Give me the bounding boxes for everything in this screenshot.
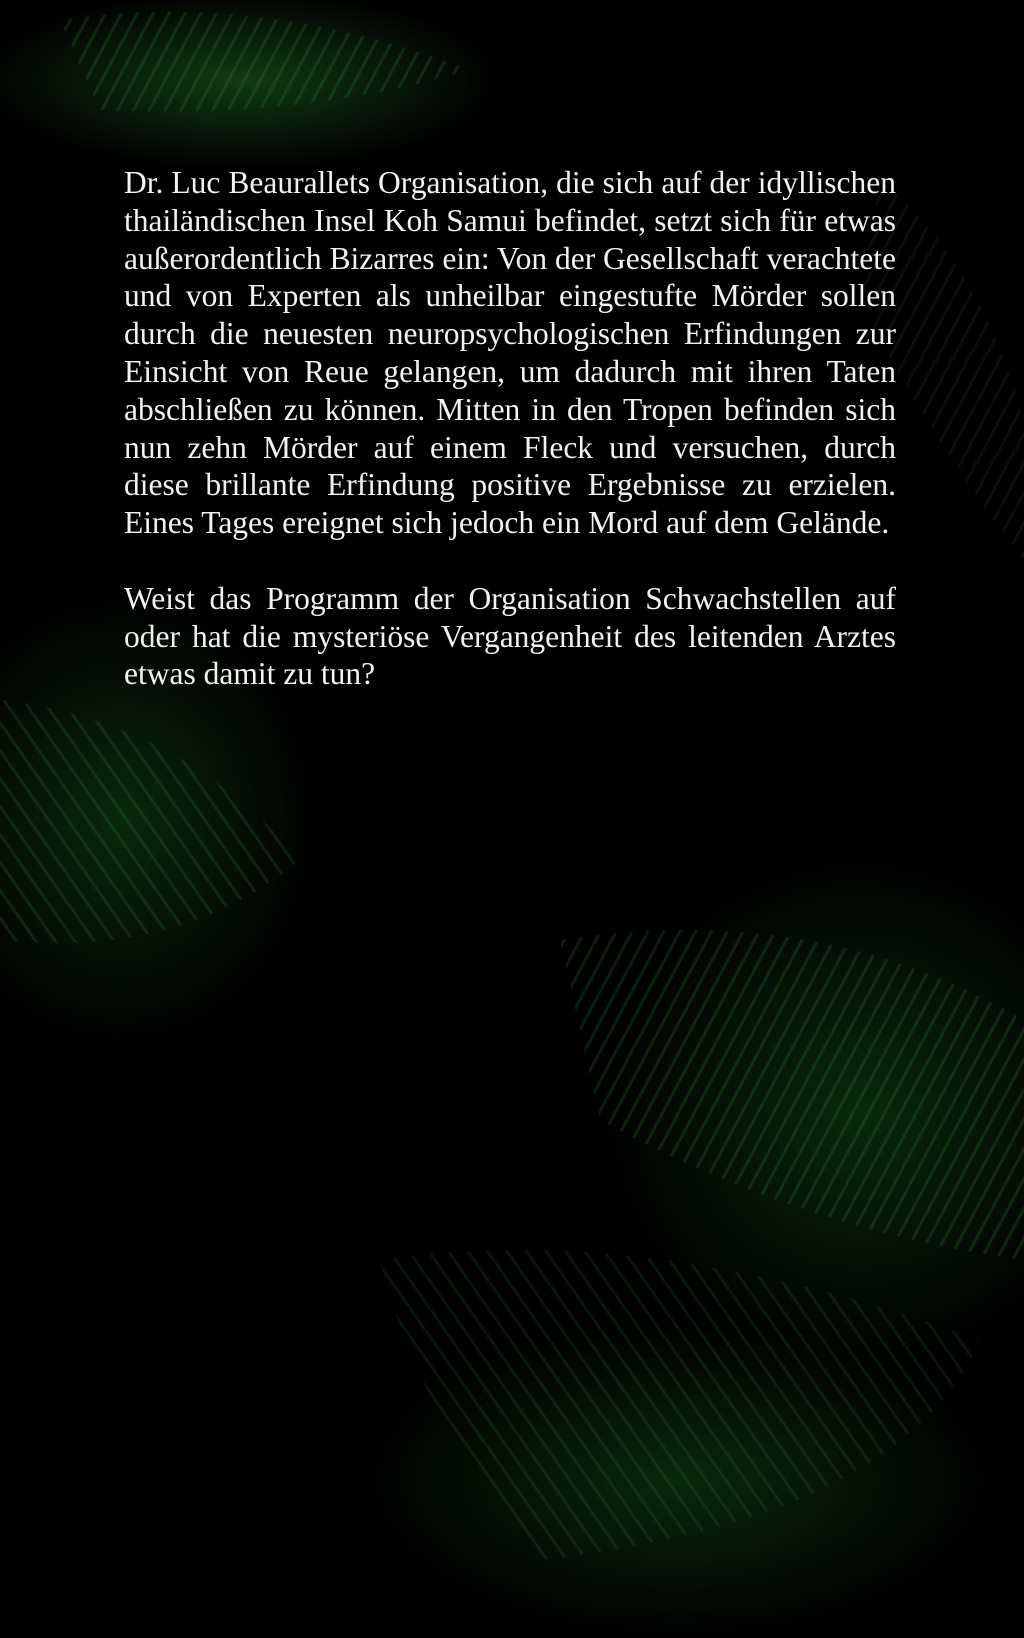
blurb-text <box>124 164 896 693</box>
blurb-paragraph-1: Dr. Luc Beaurallets Organisation, die sich auf der idyllischen thailändischen Insel Koh Samui befindet, setzt sich für etwas außerordentlich Bizarres ein: Von der Gesellschaft verachtete und von Experten als unheilbar eingestufte Mörder sollen durch die neuesten neuropsychologischen Erfindungen zur Einsicht von Reue gelangen, um dadurch mit ihren Taten abschließen zu können. Mitten in den Tropen befinden sich nun zehn Mörder auf einem Fleck und versuchen, durch diese brillante Erfindung positive Ergebnisse zu erzielen. Eines Tages ereignet sich jedoch ein Mord auf dem Gelände. <box>124 165 897 541</box>
blurb-paragraph-2: Weist das Programm der Organisation Schwachstellen auf oder hat die mysteriöse Vergangenheit des leitenden Arztes etwas damit zu tun? <box>124 580 896 692</box>
